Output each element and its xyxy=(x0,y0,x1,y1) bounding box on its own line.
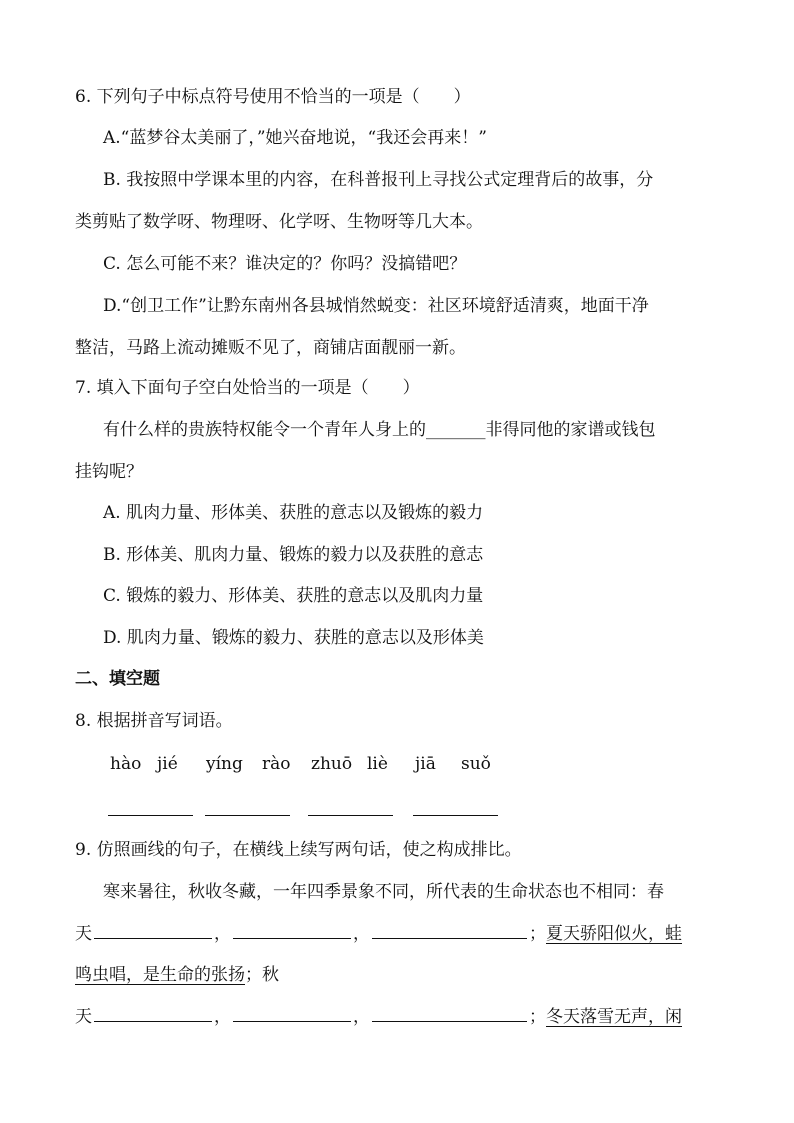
pinyin-syllable: yíng xyxy=(206,754,243,774)
q7-option-c: C. 锻炼的毅力、形体美、获胜的意志以及肌肉力量 xyxy=(103,586,484,606)
q9-summer-underlined-cont: 鸣虫唱，是生命的张扬 xyxy=(75,965,245,985)
comma: ， xyxy=(214,924,231,944)
pinyin-syllable: zhuō xyxy=(311,754,353,774)
q9-autumn-prefix: ；秋 xyxy=(245,965,279,985)
q9-spring-line xyxy=(75,923,682,945)
q9-autumn-line xyxy=(75,1006,682,1028)
q9-summer-line xyxy=(75,964,279,986)
pinyin-syllable: hào xyxy=(110,754,142,774)
q9-spring-start: 天 xyxy=(75,924,92,944)
q8-stem: 8. 根据拼音写词语。 xyxy=(75,711,233,731)
pinyin-syllable: jié xyxy=(157,754,178,774)
q9-winter-underlined: 冬天落雪无声，闲 xyxy=(546,1007,682,1027)
pinyin-syllable: liè xyxy=(367,754,388,774)
q7-passage-line2: 挂钩呢？ xyxy=(75,462,143,482)
answer-blank-1[interactable] xyxy=(108,815,193,816)
comma: ， xyxy=(214,1007,231,1027)
answer-blank-4[interactable] xyxy=(413,815,498,816)
q9-passage-line1: 寒来暑往，秋收冬藏，一年四季景象不同，所代表的生命状态也不相同：春 xyxy=(103,882,664,902)
q7-option-d: D. 肌肉力量、锻炼的毅力、获胜的意志以及形体美 xyxy=(103,628,484,648)
q6-option-d-line2: 整洁，马路上流动摊贩不见了，商铺店面靓丽一新。 xyxy=(75,338,466,358)
semicolon: ； xyxy=(529,924,546,944)
q9-autumn-start: 天 xyxy=(75,1007,92,1027)
q6-option-b-line2: 类剪贴了数学呀、物理呀、化学呀、生物呀等几大本。 xyxy=(75,212,483,232)
q6-option-c: C. 怎么可能不来？谁决定的？你吗？没搞错吧？ xyxy=(103,254,467,274)
answer-blank-spring-3[interactable] xyxy=(372,937,527,939)
answer-blank-spring-2[interactable] xyxy=(233,937,351,939)
answer-blank-2[interactable] xyxy=(205,815,290,816)
semicolon: ； xyxy=(529,1007,546,1027)
q6-option-d-line1: D.“创卫工作”让黔东南州各县城悄然蜕变：社区环境舒适清爽，地面干净 xyxy=(103,296,649,316)
pinyin-syllable: suǒ xyxy=(461,754,491,774)
q6-stem: 6. 下列句子中标点符号使用不恰当的一项是（ ） xyxy=(75,87,471,107)
pinyin-syllable: rào xyxy=(262,754,291,774)
answer-blank-3[interactable] xyxy=(308,815,393,816)
comma: ， xyxy=(353,924,370,944)
section-title-fill-blank: 二、填空题 xyxy=(75,669,160,689)
answer-blank-spring-1[interactable] xyxy=(94,937,212,939)
answer-blank-autumn-2[interactable] xyxy=(233,1020,351,1022)
q9-stem: 9. 仿照画线的句子，在横线上续写两句话，使之构成排比。 xyxy=(75,840,522,860)
comma: ， xyxy=(353,1007,370,1027)
answer-blank-autumn-3[interactable] xyxy=(372,1020,527,1022)
answer-blank-autumn-1[interactable] xyxy=(94,1020,212,1022)
q6-option-b-line1: B. 我按照中学课本里的内容，在科普报刊上寻找公式定理背后的故事，分 xyxy=(103,170,654,190)
q6-option-a: A.“蓝梦谷太美丽了，”她兴奋地说，“我还会再来！” xyxy=(103,128,487,148)
q7-stem: 7. 填入下面句子空白处恰当的一项是（ ） xyxy=(75,378,420,398)
pinyin-syllable: jiā xyxy=(415,754,436,774)
q9-summer-underlined: 夏天骄阳似火，蛙 xyxy=(546,924,682,944)
q7-option-b: B. 形体美、肌肉力量、锻炼的毅力以及获胜的意志 xyxy=(103,545,484,565)
q7-option-a: A. 肌肉力量、形体美、获胜的意志以及锻炼的毅力 xyxy=(103,503,484,523)
q7-passage-line1: 有什么样的贵族特权能令一个青年人身上的_______非得同他的家谱或钱包 xyxy=(103,420,656,440)
